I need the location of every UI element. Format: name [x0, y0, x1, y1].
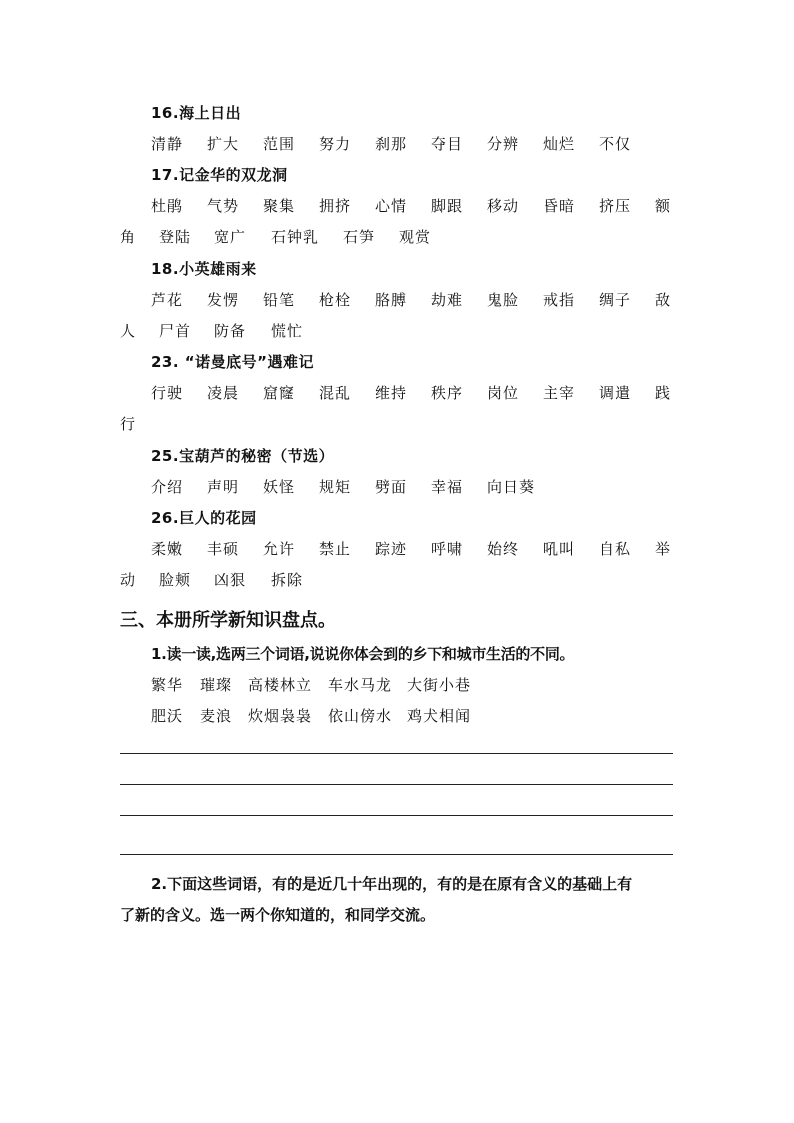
word: 大街小巷: [407, 676, 472, 694]
answer-line: [120, 784, 673, 785]
word: 范围: [263, 135, 296, 153]
lesson-title-25: 25.宝葫芦的秘密（节选）: [151, 447, 335, 465]
word: 声明: [207, 478, 240, 496]
lesson-title-18: 18.小英雄雨来: [151, 260, 257, 278]
word: 绸子: [599, 291, 632, 309]
word: 慌忙: [271, 322, 304, 340]
word: 胳膊: [375, 291, 408, 309]
word: 向日葵: [487, 478, 536, 496]
word: 岗位: [487, 384, 520, 402]
word: 行驶: [151, 384, 184, 402]
word: 行: [120, 415, 137, 433]
word: 戒指: [543, 291, 576, 309]
question-1-title: 1.读一读,选两三个词语,说说你体会到的乡下和城市生活的不同。: [151, 645, 575, 663]
word: 举: [655, 540, 672, 558]
question-2-line-1: 2.下面这些词语，有的是近几十年出现的，有的是在原有含义的基础上有: [151, 875, 633, 893]
word: 凶狠: [214, 571, 247, 589]
word: 璀璨: [200, 676, 233, 694]
word: 规矩: [319, 478, 352, 496]
word: 鬼脸: [487, 291, 520, 309]
word: 介绍: [151, 478, 184, 496]
word: 拆除: [271, 571, 304, 589]
word: 夺目: [431, 135, 464, 153]
word: 吼叫: [543, 540, 576, 558]
word: 努力: [319, 135, 352, 153]
word: 分辨: [487, 135, 520, 153]
word: 繁华: [151, 676, 184, 694]
word: 防备: [214, 322, 247, 340]
word: 芦花: [151, 291, 184, 309]
word: 窟窿: [263, 384, 296, 402]
word: 观赏: [399, 228, 432, 246]
word: 丰硕: [207, 540, 240, 558]
word: 允许: [263, 540, 296, 558]
word: 角: [120, 228, 137, 246]
word: 高楼林立: [248, 676, 313, 694]
word: 踪迹: [375, 540, 408, 558]
word: 混乱: [319, 384, 352, 402]
word: 气势: [207, 197, 240, 215]
word: 扩大: [207, 135, 240, 153]
lesson-title-26: 26.巨人的花园: [151, 509, 257, 527]
word: 妖怪: [263, 478, 296, 496]
word: 柔嫩: [151, 540, 184, 558]
answer-line: [120, 815, 673, 816]
question-2-line-2: 了新的含义。选一两个你知道的，和同学交流。: [120, 906, 436, 924]
word: 呼啸: [431, 540, 464, 558]
word: 动: [120, 571, 137, 589]
word: 主宰: [543, 384, 576, 402]
word: 麦浪: [200, 707, 233, 725]
lesson-title-16: 16.海上日出: [151, 104, 242, 122]
word: 依山傍水: [328, 707, 393, 725]
word: 石钟乳: [271, 228, 320, 246]
word: 铅笔: [263, 291, 296, 309]
word: 额: [655, 197, 672, 215]
section-title: 三、本册所学新知识盘点。: [120, 610, 336, 631]
word: 肥沃: [151, 707, 184, 725]
word: 尸首: [159, 322, 192, 340]
word: 劫难: [431, 291, 464, 309]
word: 调遣: [599, 384, 632, 402]
word: 始终: [487, 540, 520, 558]
word: 发愣: [207, 291, 240, 309]
word: 炊烟袅袅: [248, 707, 313, 725]
word: 鸡犬相闻: [407, 707, 472, 725]
word: 清静: [151, 135, 184, 153]
word: 不仅: [599, 135, 632, 153]
word: 拥挤: [319, 197, 352, 215]
word: 登陆: [159, 228, 192, 246]
word: 践: [655, 384, 672, 402]
word: 石笋: [343, 228, 376, 246]
word: 挤压: [599, 197, 632, 215]
word: 移动: [487, 197, 520, 215]
word: 车水马龙: [328, 676, 393, 694]
word: 凌晨: [207, 384, 240, 402]
word: 禁止: [319, 540, 352, 558]
word: 劈面: [375, 478, 408, 496]
word: 脸颊: [159, 571, 192, 589]
answer-line: [120, 854, 673, 855]
word: 敌: [655, 291, 672, 309]
word: 杜鹃: [151, 197, 184, 215]
lesson-title-23: 23. “诺曼底号”遇难记: [151, 353, 315, 371]
word: 昏暗: [543, 197, 576, 215]
word: 刹那: [375, 135, 408, 153]
word: 维持: [375, 384, 408, 402]
word: 自私: [599, 540, 632, 558]
word: 宽广: [214, 228, 247, 246]
word: 人: [120, 322, 137, 340]
word: 秩序: [431, 384, 464, 402]
answer-line: [120, 753, 673, 754]
word: 枪栓: [319, 291, 352, 309]
word: 脚跟: [431, 197, 464, 215]
word: 聚集: [263, 197, 296, 215]
word: 灿烂: [543, 135, 576, 153]
word: 心情: [375, 197, 408, 215]
word: 幸福: [431, 478, 464, 496]
lesson-title-17: 17.记金华的双龙洞: [151, 166, 288, 184]
